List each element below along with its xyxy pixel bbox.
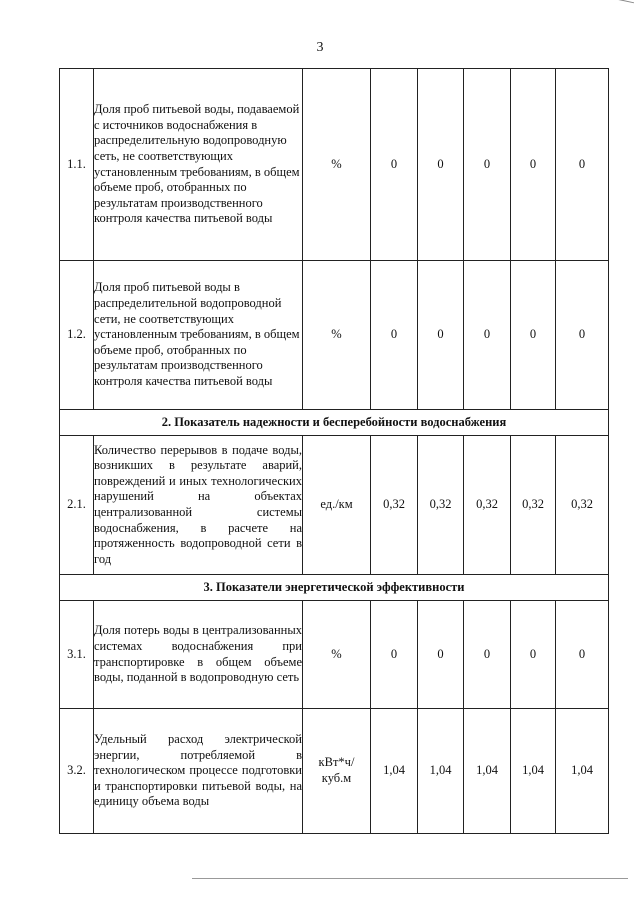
unit-cell: %: [303, 601, 371, 709]
indicator-description: Удельный расход электрической энергии, потребляемой в технологическом процессе подготовки и транспортировки питьевой воды, на единицу объема воды: [94, 709, 303, 834]
unit-cell: %: [303, 69, 371, 261]
value-cell: 1,04: [464, 709, 511, 834]
row-number: 2.1.: [60, 436, 94, 575]
table-row: [60, 261, 609, 410]
section-title: 3. Показатели энергетической эффективности: [60, 575, 609, 601]
value-cell: 0: [464, 69, 511, 261]
page-number: 3: [316, 40, 324, 55]
page-bottom-rule: [192, 878, 628, 879]
value-cell: 0: [418, 601, 464, 709]
section-header: [60, 410, 609, 436]
value-cell: 0: [464, 601, 511, 709]
value-cell: 1,04: [371, 709, 418, 834]
value-cell: 0: [556, 261, 609, 410]
table-row: [60, 601, 609, 709]
value-cell: 0: [371, 601, 418, 709]
value-cell: 0: [556, 601, 609, 709]
value-cell: 0: [371, 69, 418, 261]
value-cell: 0: [418, 69, 464, 261]
indicator-description: Доля проб питьевой воды в распределительной водопроводной сети, не соответствующих установленным требованиям, в общем объеме проб, отобранных по результатам производственного контроля качества питьевой воды: [94, 261, 303, 410]
value-cell: 0,32: [511, 436, 556, 575]
value-cell: 0,32: [556, 436, 609, 575]
row-number: 3.1.: [60, 601, 94, 709]
value-cell: 0: [464, 261, 511, 410]
scan-mark: [612, 0, 634, 5]
indicator-description: Количество перерывов в подаче воды, возникших в результате аварий, повреждений и иных технологических нарушений на объектах централизованной системы водоснабжения, в расчете на протяженность водопроводной сети в год: [94, 436, 303, 575]
row-number: 1.1.: [60, 69, 94, 261]
unit-cell: %: [303, 261, 371, 410]
value-cell: 0: [511, 261, 556, 410]
value-cell: 1,04: [556, 709, 609, 834]
value-cell: 0: [511, 69, 556, 261]
value-cell: 0: [511, 601, 556, 709]
table-row: [60, 709, 609, 834]
value-cell: 0,32: [464, 436, 511, 575]
value-cell: 1,04: [418, 709, 464, 834]
value-cell: 1,04: [511, 709, 556, 834]
table-row: [60, 436, 609, 575]
value-cell: 0: [556, 69, 609, 261]
indicator-description: Доля потерь воды в централизованных системах водоснабжения при транспортировке в общем объеме воды, поданной в водопроводную сеть: [94, 601, 303, 709]
table-row: [60, 69, 609, 261]
indicator-description: Доля проб питьевой воды, подаваемой с источников водоснабжения в распределительную водопроводную сеть, не соответствующих установленным требованиям, в общем объеме проб, отобранных по результатам производственного контроля качества питьевой воды: [94, 69, 303, 261]
indicators-table: [59, 68, 609, 834]
unit-cell: ед./км: [303, 436, 371, 575]
value-cell: 0: [371, 261, 418, 410]
section-title: 2. Показатель надежности и бесперебойности водоснабжения: [60, 410, 609, 436]
row-number: 3.2.: [60, 709, 94, 834]
value-cell: 0,32: [418, 436, 464, 575]
value-cell: 0: [418, 261, 464, 410]
row-number: 1.2.: [60, 261, 94, 410]
unit-cell: кВт*ч/ куб.м: [303, 709, 371, 834]
value-cell: 0,32: [371, 436, 418, 575]
section-header: [60, 575, 609, 601]
